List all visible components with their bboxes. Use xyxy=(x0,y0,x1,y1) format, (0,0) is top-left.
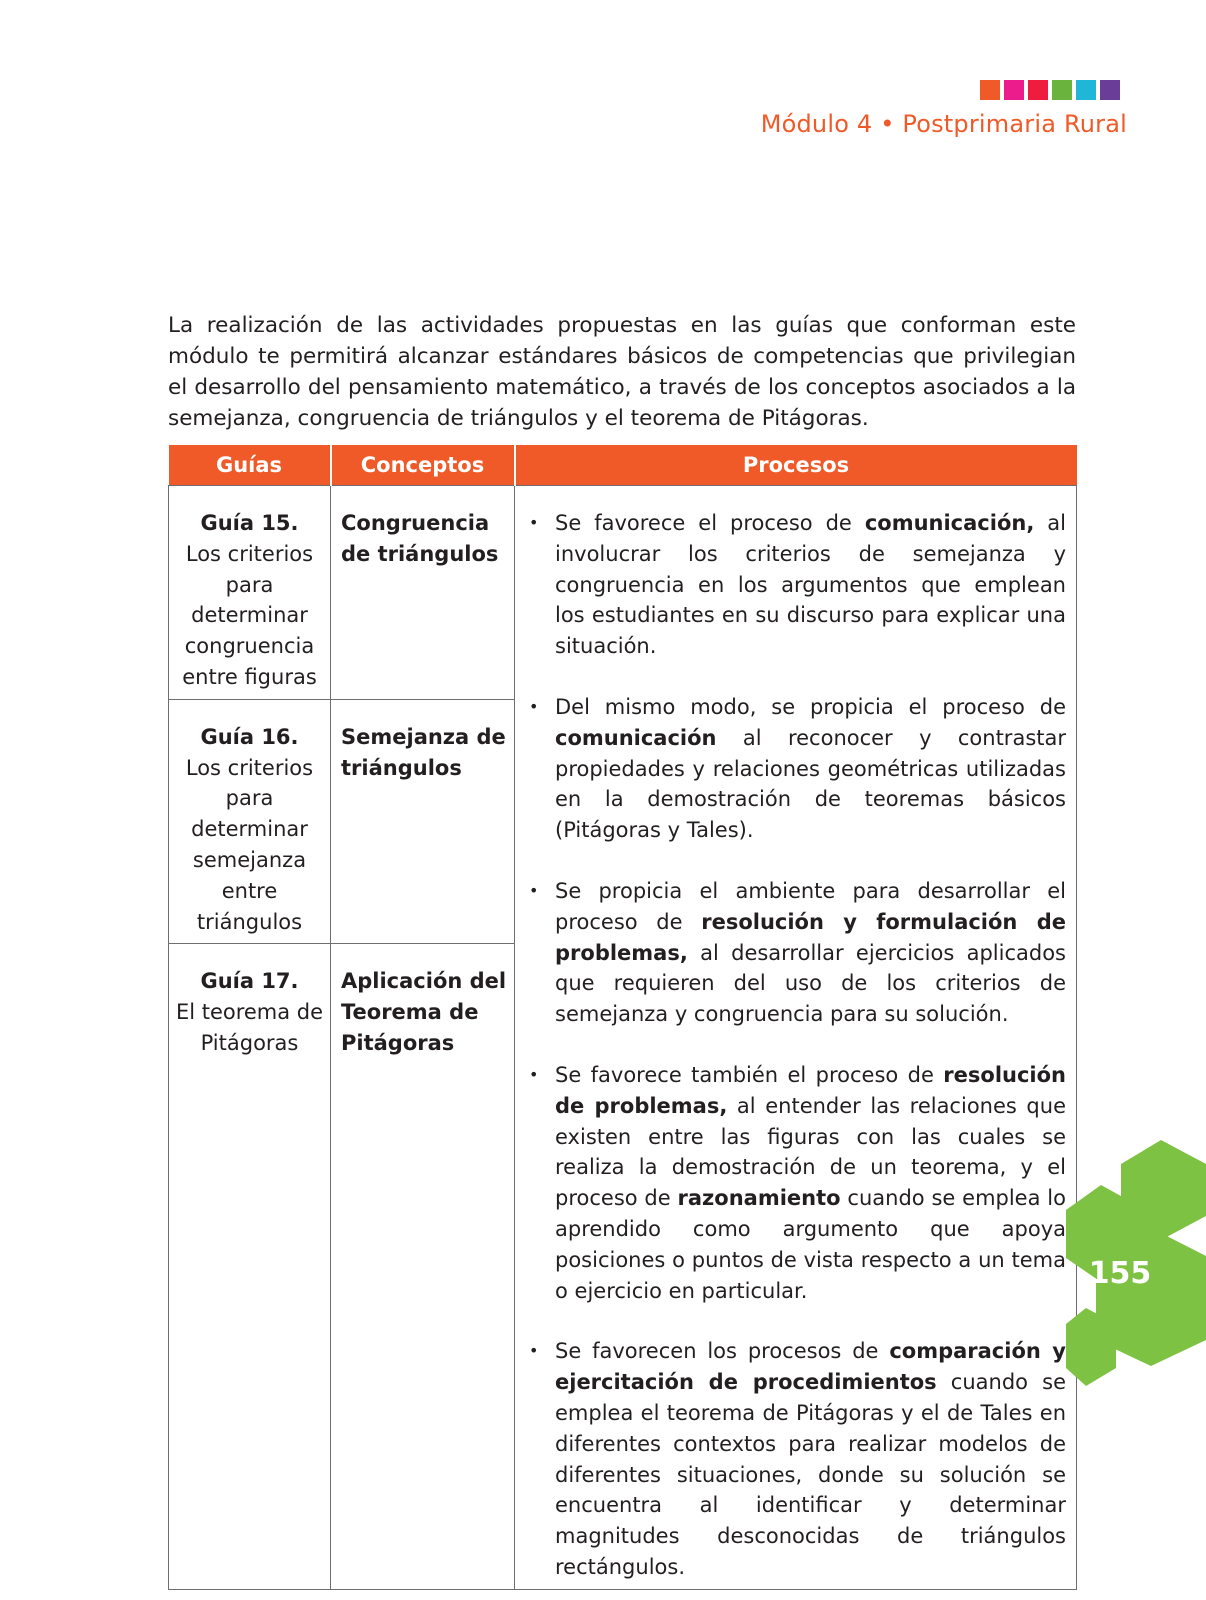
proceso-bold-text: resolución de problemas, xyxy=(555,1062,1066,1118)
guia-description: Los criterios para determinar congruencia entre figuras xyxy=(182,541,317,689)
guia-title: Guía 15. xyxy=(200,511,299,535)
bullet-icon: • xyxy=(529,1064,539,1084)
proceso-text: cuando se emplea el teorema de Pitágoras y el de Tales en diferentes contextos para realizar modelos de diferentes situaciones, donde su solución se encuentra al identificar y determinar magnitudes desconocidas de triángulos rectángulos. xyxy=(555,1370,1066,1579)
guia-description: El teorema de Pitágoras xyxy=(175,1000,324,1055)
color-swatch xyxy=(1100,80,1120,100)
proceso-item xyxy=(527,692,1066,846)
concept-cell: Aplicación del Teorema de Pitágoras xyxy=(331,944,515,1589)
proceso-item xyxy=(527,876,1066,1030)
proceso-text: cuando se emplea lo aprendido como argumento que apoya posiciones o puntos de vista respecto a un tema o ejercicio en particular. xyxy=(555,1186,1066,1303)
guia-title: Guía 16. xyxy=(200,724,299,749)
column-header-procesos: Procesos xyxy=(515,445,1077,486)
page-number: 155 xyxy=(1088,1256,1152,1291)
proceso-bold-text: razonamiento xyxy=(677,1186,841,1211)
concept-cell: Congruencia de triángulos xyxy=(331,486,515,700)
color-swatch xyxy=(1052,80,1072,100)
column-header-guias: Guías xyxy=(169,445,331,486)
proceso-item xyxy=(527,1336,1066,1582)
bullet-icon: • xyxy=(529,880,539,900)
proceso-bold-text: comparación y ejercitación de procedimientos xyxy=(555,1339,1066,1395)
guia-cell xyxy=(169,699,331,944)
color-swatch xyxy=(1076,80,1096,100)
proceso-text: Del mismo modo, se propicia el proceso de xyxy=(555,694,1066,719)
proceso-text: Se propicia el ambiente para desarrollar el proceso de xyxy=(555,878,1066,934)
table-row xyxy=(169,486,1077,700)
bullet-icon: • xyxy=(529,513,539,532)
intro-paragraph: La realización de las actividades propuestas en las guías que conforman este módulo te permitirá alcanzar estándares básicos de competencias que privilegian el desarrollo del pensamiento matemático, a través de los conceptos asociados a la semejanza, congruencia de triángulos y el teorema de Pitágoras. xyxy=(168,312,1076,431)
guia-title: Guía 17. xyxy=(200,969,299,994)
color-swatch xyxy=(980,80,1000,100)
column-header-conceptos: Conceptos xyxy=(331,445,515,486)
bullet-icon: • xyxy=(529,1341,539,1361)
proceso-bold-text: resolución y formulación de problemas, xyxy=(555,909,1066,965)
proceso-text: al involucrar los criterios de semejanza y congruencia en los argumentos que emplean los estudiantes en su discurso para explicar una situación. xyxy=(555,511,1066,659)
color-swatch xyxy=(1004,80,1024,100)
color-swatch-bar xyxy=(980,80,1120,100)
procesos-cell xyxy=(515,486,1077,1590)
proceso-item xyxy=(527,508,1066,662)
guia-cell xyxy=(169,944,331,1589)
proceso-text: al reconocer y contrastar propiedades y relaciones geométricas utilizadas en la demostración de teoremas básicos (Pitágoras y Tales). xyxy=(555,725,1066,843)
concept-cell: Semejanza de triángulos xyxy=(331,699,515,944)
proceso-text: Se favorece también el proceso de xyxy=(555,1062,944,1087)
competencies-table xyxy=(168,445,1077,1590)
proceso-bold-text: comunicación, xyxy=(864,511,1035,535)
guia-cell xyxy=(169,486,331,700)
bullet-icon: • xyxy=(529,696,539,716)
proceso-text: al desarrollar ejercicios aplicados que requieren del uso de los criterios de semejanza y congruencia para su solución. xyxy=(555,940,1066,1027)
guia-description: Los criterios para determinar semejanza entre triángulos xyxy=(185,755,314,934)
proceso-text: al entender las relaciones que existen entre las figuras con las cuales se realiza la demostración de un teorema, y el proceso de xyxy=(555,1093,1066,1211)
proceso-text: Se favorece el proceso de xyxy=(555,511,865,535)
proceso-bold-text: comunicación xyxy=(555,725,717,750)
proceso-text: Se favorecen los procesos de xyxy=(555,1339,890,1364)
module-title: Módulo 4 • Postprimaria Rural xyxy=(760,110,1127,138)
color-swatch xyxy=(1028,80,1048,100)
proceso-item xyxy=(527,1060,1066,1306)
procesos-list xyxy=(527,508,1066,1583)
table-header-row xyxy=(169,445,1077,486)
